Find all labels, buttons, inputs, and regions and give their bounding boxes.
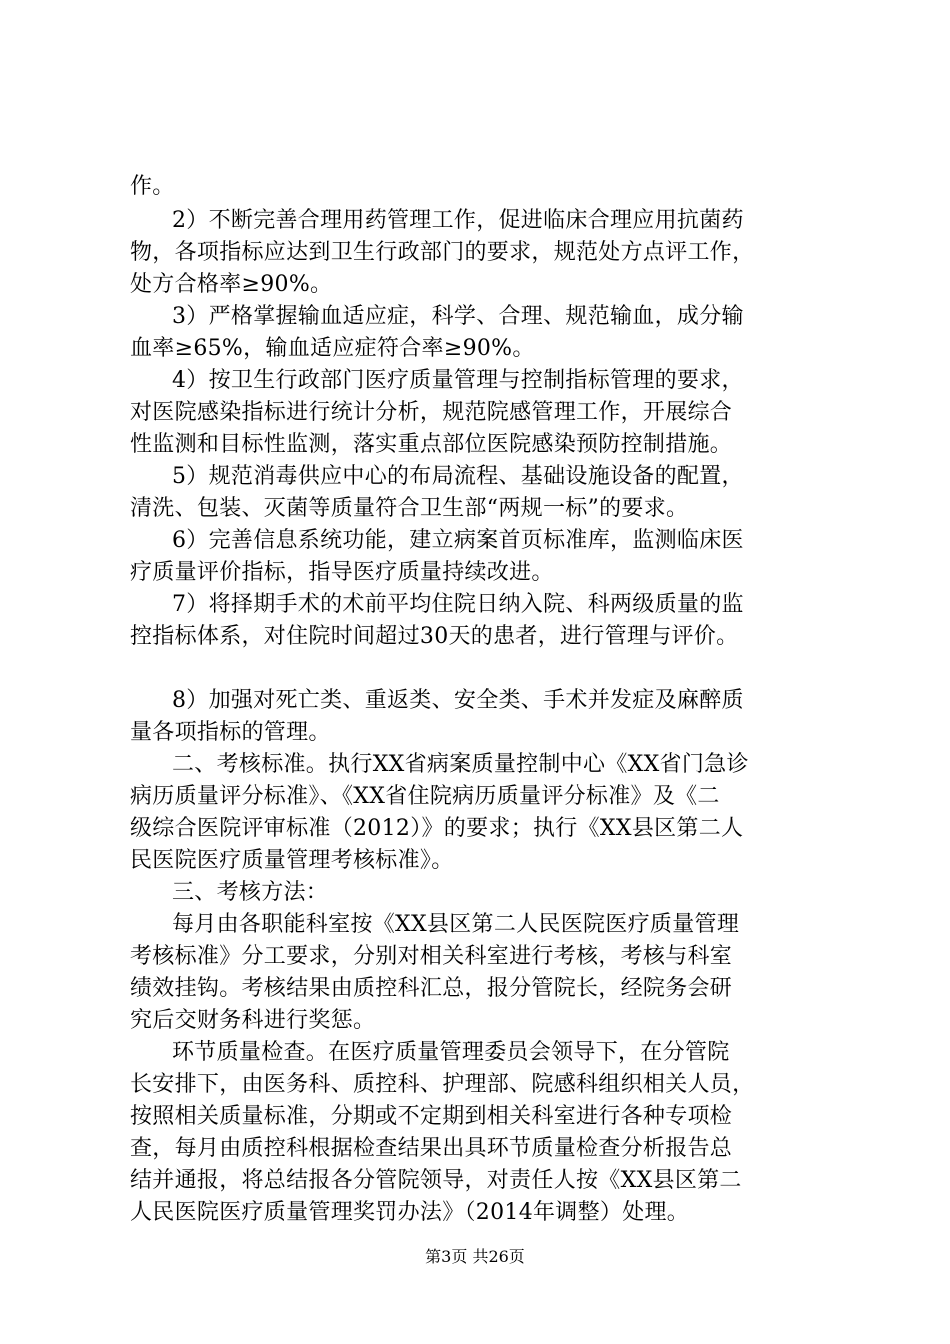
text-line: 级综合医院评审标准（2012）》的要求；执行《XX县区第二人 bbox=[130, 816, 744, 841]
text-line: 疗质量评价指标，指导医疗质量持续改进。 bbox=[130, 560, 554, 585]
text-line: 7）将择期手术的术前平均住院日纳入院、科两级质量的监 bbox=[172, 592, 744, 617]
text-line: 每月由各职能科室按《XX县区第二人民医院医疗质量管理 bbox=[172, 912, 740, 937]
text-line: 查，每月由质控科根据检查结果出具环节质量检查分析报告总 bbox=[130, 1136, 733, 1161]
text-line: 量各项指标的管理。 bbox=[130, 720, 331, 745]
text-line: 6）完善信息系统功能，建立病案首页标准库，监测临床医 bbox=[172, 528, 744, 553]
text-line: 8）加强对死亡类、重返类、安全类、手术并发症及麻醉质 bbox=[172, 688, 744, 713]
text-line: 民医院医疗质量管理考核标准》。 bbox=[130, 848, 454, 873]
text-line: 控指标体系，对住院时间超过30天的患者，进行管理与评价。 bbox=[130, 624, 739, 649]
text-line: 绩效挂钩。考核结果由质控科汇总，报分管院长，经院务会研 bbox=[130, 976, 733, 1001]
text-line: 究后交财务科进行奖惩。 bbox=[130, 1008, 376, 1033]
text-line: 二、考核标准。执行XX省病案质量控制中心《XX省门急诊 bbox=[172, 752, 749, 777]
text-line: 处方合格率≥90%。 bbox=[130, 272, 333, 297]
text-line: 4）按卫生行政部门医疗质量管理与控制指标管理的要求， bbox=[172, 368, 744, 393]
text-line: 结并通报，将总结报各分管院领导，对责任人按《XX县区第二 bbox=[130, 1168, 742, 1193]
page-number-footer: 第3页 共26页 bbox=[425, 1247, 525, 1266]
text-line: 清洗、包装、灭菌等质量符合卫生部“两规一标”的要求。 bbox=[130, 496, 689, 521]
text-line: 考核标准》分工要求，分别对相关科室进行考核，考核与科室 bbox=[130, 944, 733, 969]
text-line: 对医院感染指标进行统计分析，规范院感管理工作，开展综合 bbox=[130, 400, 733, 425]
text-line: 三、考核方法： bbox=[172, 880, 329, 905]
text-line: 按照相关质量标准，分期或不定期到相关科室进行各种专项检 bbox=[130, 1104, 733, 1129]
text-line: 病历质量评分标准》、《XX省住院病历质量评分标准》及《二 bbox=[130, 784, 720, 809]
text-line: 物，各项指标应达到卫生行政部门的要求，规范处方点评工作， bbox=[130, 240, 755, 265]
text-line: 5）规范消毒供应中心的布局流程、基础设施设备的配置， bbox=[172, 464, 744, 489]
text-line: 血率≥65%，输血适应症符合率≥90%。 bbox=[130, 336, 535, 361]
text-line: 性监测和目标性监测，落实重点部位医院感染预防控制措施。 bbox=[130, 432, 733, 457]
text-line: 3）严格掌握输血适应症，科学、合理、规范输血，成分输 bbox=[172, 304, 744, 329]
text-line: 人民医院医疗质量管理奖罚办法》（2014年调整）处理。 bbox=[130, 1200, 690, 1225]
text-line: 环节质量检查。在医疗质量管理委员会领导下，在分管院 bbox=[172, 1040, 730, 1065]
text-line: 长安排下，由医务科、质控科、护理部、院感科组织相关人员， bbox=[130, 1072, 755, 1097]
text-line: 2）不断完善合理用药管理工作，促进临床合理应用抗菌药 bbox=[172, 208, 744, 233]
text-line: 作。 bbox=[130, 174, 175, 199]
